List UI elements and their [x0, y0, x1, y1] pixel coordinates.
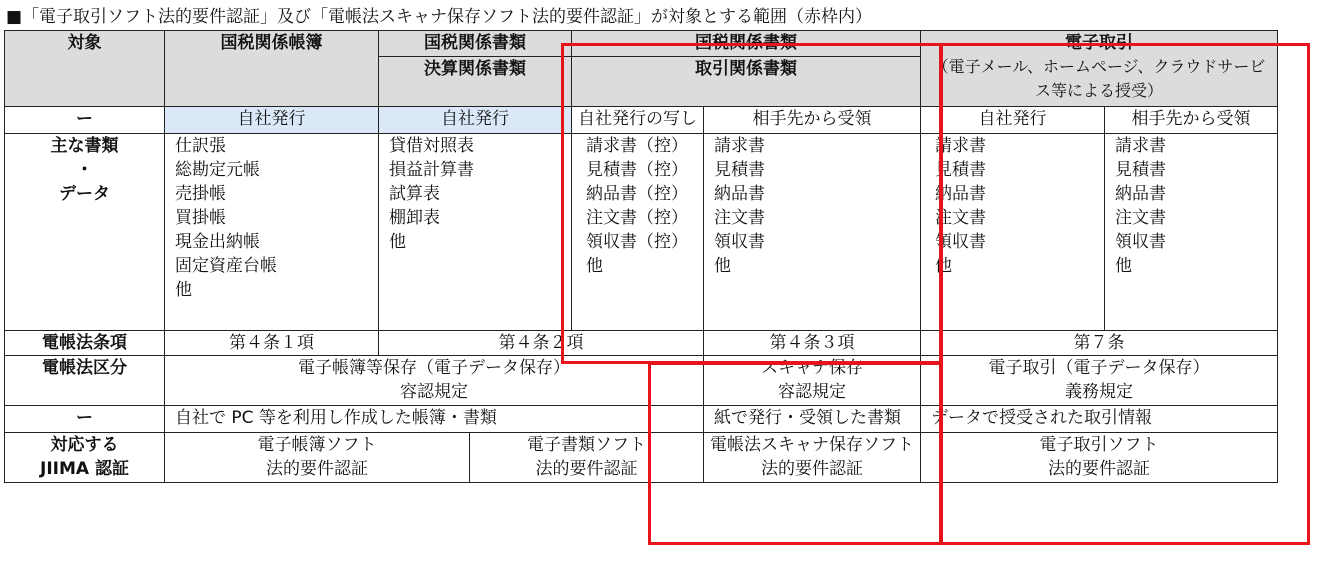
main-docs-label-line: ・: [76, 160, 93, 180]
header-etx-subtitle: （電子メール、ホームページ、クラウドサービス等による授受）: [932, 57, 1266, 100]
certification-scope-table: [4, 30, 1278, 483]
law-article-label: 電帳法条項: [5, 331, 165, 356]
list-item: 納品書: [1115, 184, 1166, 204]
software-name: 電子取引ソフト: [1039, 435, 1159, 455]
method-data: データで授受された取引情報: [921, 406, 1278, 433]
issuer-row: [5, 107, 1278, 134]
list-item: 請求書: [714, 136, 765, 156]
list-item: 見積書: [714, 160, 765, 180]
jiima-etx-software: [921, 433, 1278, 483]
software-name: 電子帳簿ソフト: [257, 435, 377, 455]
main-docs-label: [5, 134, 165, 331]
list-item: 他: [1115, 256, 1132, 276]
category-rule: 容認規定: [400, 382, 468, 402]
list-item: 現金出納帳: [175, 232, 260, 252]
page-caption: ■「電子取引ソフト法的要件認証」及び「電帳法スキャナ保存ソフト法的要件認証」が対象とする範囲（赤枠内）: [6, 7, 873, 27]
list-item: 棚卸表: [389, 208, 440, 228]
issuer-transaction-own: 自社発行の写し: [572, 107, 704, 134]
header-books: 国税関係帳簿: [165, 31, 379, 107]
issuer-settlement: 自社発行: [379, 107, 572, 134]
software-cert: 法的要件認証: [761, 459, 863, 479]
jiima-label: [5, 433, 165, 483]
main-documents-row: [5, 134, 1278, 331]
method-row: [5, 406, 1278, 433]
list-item: 領収書: [1115, 232, 1166, 252]
list-item: 納品書: [935, 184, 986, 204]
law-article-4-3: 第４条３項: [704, 331, 921, 356]
list-item: 領収書: [935, 232, 986, 252]
list-item: 領収書: [714, 232, 765, 252]
list-item: 見積書: [1115, 160, 1166, 180]
header-docs-settlement-top: 国税関係書類: [379, 31, 572, 57]
method-paper: 紙で発行・受領した書類: [704, 406, 921, 433]
list-item: 試算表: [389, 184, 440, 204]
header-target: 対象: [5, 31, 165, 107]
list-item: 注文書: [935, 208, 986, 228]
software-name: 電子書類ソフト: [527, 435, 646, 455]
header-docs-transaction-top: 国税関係書類: [572, 31, 921, 57]
software-cert: 法的要件認証: [535, 459, 638, 479]
software-cert: 法的要件認証: [1048, 459, 1150, 479]
main-docs-transaction-own-list: [572, 134, 704, 331]
category-name: スキャナ保存: [761, 358, 863, 378]
category-rule: 義務規定: [1065, 382, 1133, 402]
jiima-edoc-software: [470, 433, 704, 483]
list-item: 貸借対照表: [389, 136, 474, 156]
list-item: 買掛帳: [175, 208, 226, 228]
jiima-row: [5, 433, 1278, 483]
law-category-scanner: [704, 356, 921, 406]
issuer-etx-own: 自社発行: [921, 107, 1105, 134]
law-category-electronic-transaction: [921, 356, 1278, 406]
main-docs-books-list: [165, 134, 379, 331]
method-pc-created: 自社で PC 等を利用し作成した帳簿・書類: [165, 406, 704, 433]
list-item: 納品書（控）: [586, 184, 688, 204]
list-item: 納品書: [714, 184, 765, 204]
list-item: 注文書: [714, 208, 765, 228]
main-docs-transaction-received-list: [704, 134, 921, 331]
list-item: 注文書（控）: [586, 208, 688, 228]
list-item: 他: [389, 232, 406, 252]
main-docs-etx-received-list: [1105, 134, 1278, 331]
method-row-label: ー: [5, 406, 165, 433]
main-docs-settlement-list: [379, 134, 572, 331]
list-item: 見積書: [935, 160, 986, 180]
list-item: 他: [714, 256, 731, 276]
header-docs-settlement: 決算関係書類: [379, 57, 572, 107]
main-docs-label-line: 主な書類: [50, 136, 119, 156]
jiima-label-line: JIIMA 認証: [40, 459, 129, 479]
list-item: 他: [935, 256, 952, 276]
law-article-row: [5, 331, 1278, 356]
list-item: 仕訳張: [175, 136, 226, 156]
list-item: 他: [586, 256, 603, 276]
software-cert: 法的要件認証: [266, 459, 368, 479]
law-category-row: [5, 356, 1278, 406]
issuer-row-label: ー: [5, 107, 165, 134]
law-category-label: 電帳法区分: [5, 356, 165, 406]
jiima-label-line: 対応する: [50, 435, 119, 455]
software-name: 電帳法スキャナ保存ソフト: [710, 435, 914, 455]
header-electronic-transaction: [921, 31, 1278, 107]
list-item: 損益計算書: [389, 160, 474, 180]
law-article-4-1: 第４条１項: [165, 331, 379, 356]
law-article-7: 第７条: [921, 331, 1278, 356]
jiima-ebook-software: [165, 433, 470, 483]
law-category-electronic-books: [165, 356, 704, 406]
jiima-scanner-software: [704, 433, 921, 483]
main-docs-etx-own-list: [921, 134, 1105, 331]
issuer-transaction-received: 相手先から受領: [704, 107, 921, 134]
list-item: 総勘定元帳: [175, 160, 260, 180]
header-etx-title: 電子取引: [1065, 33, 1133, 53]
main-docs-label-line: データ: [59, 184, 110, 204]
law-article-4-2: 第４条２項: [379, 331, 704, 356]
header-row-1: [5, 31, 1278, 57]
category-rule: 容認規定: [778, 382, 846, 402]
list-item: 請求書（控）: [586, 136, 688, 156]
list-item: 固定資産台帳: [175, 256, 277, 276]
list-item: 売掛帳: [175, 184, 226, 204]
list-item: 請求書: [935, 136, 986, 156]
issuer-books: 自社発行: [165, 107, 379, 134]
list-item: 他: [175, 280, 192, 300]
list-item: 見積書（控）: [586, 160, 688, 180]
list-item: 領収書（控）: [586, 232, 688, 252]
issuer-etx-received: 相手先から受領: [1105, 107, 1278, 134]
header-docs-transaction: 取引関係書類: [572, 57, 921, 107]
category-name: 電子取引（電子データ保存）: [988, 358, 1210, 378]
category-name: 電子帳簿等保存（電子データ保存）: [298, 358, 570, 378]
list-item: 請求書: [1115, 136, 1166, 156]
list-item: 注文書: [1115, 208, 1166, 228]
